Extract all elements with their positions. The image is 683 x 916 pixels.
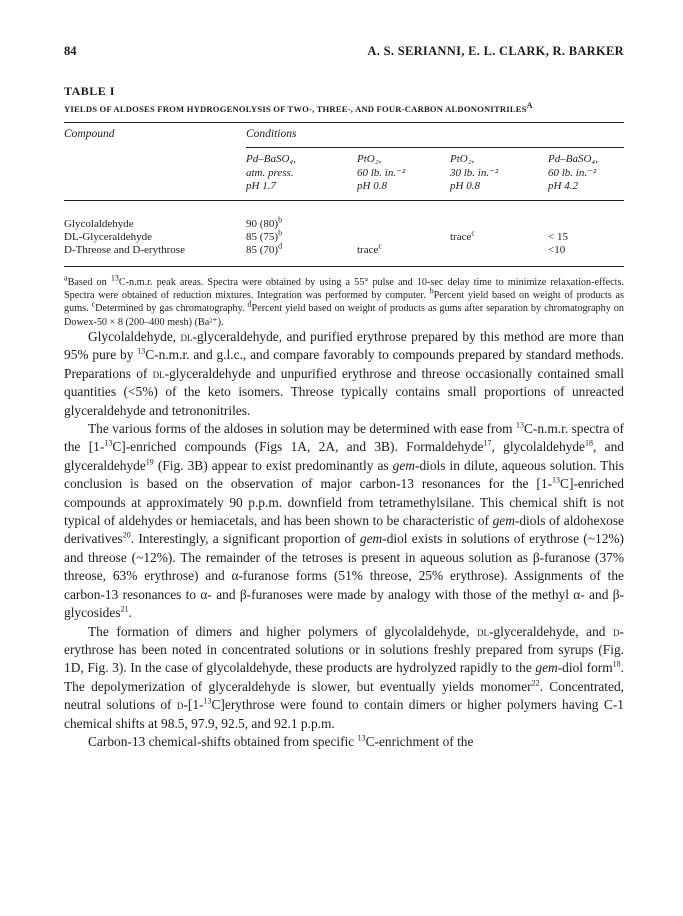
table-header-rule xyxy=(64,200,624,201)
paragraph-3: The formation of dimers and higher polymers of glycolaldehyde, dl-glyceraldehyde, and d-erythrose has been noted in concentrated solutions or in solutions freshly prepared from syrups (Fig. 1D, Fig. 3). In the case of glycolaldehyde, these products are hydrolyzed rapidly to the gem-diol form$^{18}$. The depolymerization of glyceraldehyde is slower, but eventually yields monomer$^{22}$. Concentrated, neutral solutions of d-[1-$^{13}$C]erythrose were found to contain dimers or higher polymers having C-1 chemical shifts at 98.5, 97.9, 92.5, and 92.1 p.p.m. xyxy=(64,623,624,731)
paragraph-1: Glycolaldehyde, dl-glyceraldehyde, and purified erythrose prepared by this method are more than 95% pure by $^{13}$C-n.m.r. and g.l.c., and compare favorably to compounds prepared by standard methods. Preparations of dl-glyceraldehyde and unpurified erythrose and threose occasionally contained small quantities (<5%) of the keto isomers. Threose typically contains small proportions of unreacted glyceraldehyde and tetrononitriles. xyxy=(64,329,624,418)
conditions-rule xyxy=(246,147,624,148)
body-text xyxy=(64,328,624,751)
row-3-cond-1: 85 $(70)^d$ xyxy=(246,241,283,256)
paragraph-2: The various forms of the aldoses in solution may be determined with ease from $^{13}$C-n.m.r. spectra of the [1-$^{13}$C]-enriched compounds (Figs 1A, 2A, and 3B). Formaldehyde$^{17}$, glycolaldehyde$^{18}$, and glyceraldehyde$^{19}$ (Fig. 3B) appear to exist predominantly as gem-diols in dilute, aqueous solution. This conclusion is based on the observation of major carbon-13 resonances for the [1-$^{13}$C]-enriched compounds at approximately 90 p.p.m. downfield from tetramethylsilane. This chemical shift is not typical of aldehydes or hemiacetals, and has been shown to be characteristic of gem-diols of aldohexose derivatives$^{20}$. Interestingly, a significant proportion of gem-diol exists in solutions of erythrose (~12%) and threose (~12%). The remainder of the tetroses is present in aqueous solution as β-furanose (37% threose, 63% erythrose) and α-furanose forms (51% threose, 25% erythrose). Assignments of the carbon-13 resonances to α- and β-furanoses were made by analogy with those of the methyl α- and β-glycosides$^{21}$. xyxy=(64,420,625,621)
condition-header-2: PtO₂, 60 lb. in.⁻² pH 0.8 xyxy=(357,153,406,192)
table-title: YIELDS OF ALDOSES FROM HYDROGENOLYSIS OF TWO-, THREE-, AND FOUR-CARBON $ALDONONITRILES^A$ xyxy=(64,101,533,114)
running-header xyxy=(64,44,624,60)
running-head-authors: A. S. SERIANNI, E. L. CLARK, R. BARKER xyxy=(367,44,624,58)
row-1-cond-1: 90 $(80)^b$ xyxy=(246,215,283,230)
page-number: 84 xyxy=(64,44,77,58)
row-3-compound: D-Threose and D-erythrose xyxy=(64,244,185,256)
condition-header-1: Pd–BaSO₄, atm. press. pH 1.7 xyxy=(246,153,296,192)
condition-header-3: PtO₂, 30 lb. in.⁻² pH 0.8 xyxy=(450,153,499,192)
table-footnotes: $^a$Based on $^{13}$C-n.m.r. peak areas. Spectra were obtained by using a 55° pulse and 10-sec delay time to minimize relaxation-effects. Spectra were obtained of reduction mixtures. Integration was performed by computer. $^b$Percent yield based on weight of products as gums. $^c$Determined by gas chromatography. $^d$Percent yield based on weight of products as gums after separation by chromatography on Dowex-50 × 8 (200–400 mesh) (Ba²⁺). xyxy=(64,273,624,328)
row-2-compound: DL-Glyceraldehyde xyxy=(64,231,152,243)
paragraph-4: Carbon-13 chemical-shifts obtained from specific $^{13}$C-enrichment of the xyxy=(88,733,474,749)
row-3-cond-2: trace$^c$ xyxy=(357,241,382,256)
row-3-cond-4: <10 xyxy=(548,244,566,256)
conditions-column-header: Conditions xyxy=(246,128,297,140)
row-2-cond-1: 85 $(75)^b$ xyxy=(246,228,283,243)
compound-column-header: Compound xyxy=(64,128,115,140)
table-label: TABLE I xyxy=(64,84,115,98)
row-1-compound: Glycolaldehyde xyxy=(64,218,134,230)
row-2-cond-4: < 15 xyxy=(548,231,568,243)
table-bottom-rule xyxy=(64,266,624,267)
row-2-cond-3: trace$^c$ xyxy=(450,228,475,243)
condition-header-4: Pd–BaSO₄, 60 lb. in.⁻² pH 4.2 xyxy=(548,153,598,192)
table-top-rule xyxy=(64,122,624,123)
